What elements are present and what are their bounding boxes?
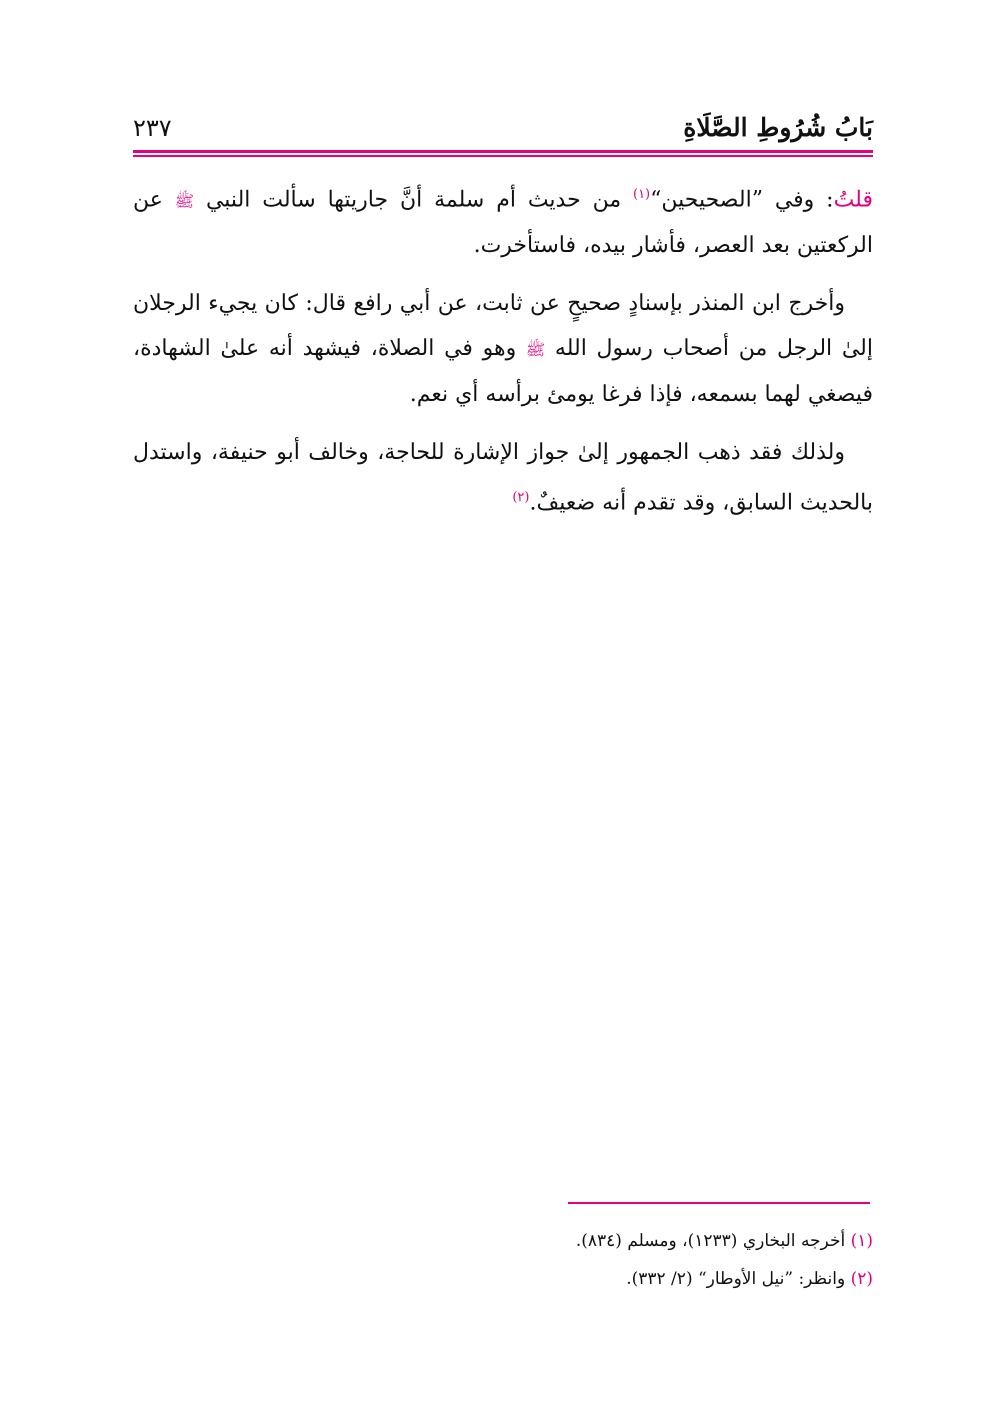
text-span: من حديث أم سلمة أنَّ جاريتها سألت النبي bbox=[194, 187, 633, 213]
text-span: وهو في الصلاة، فيشهد أنه علىٰ الشهادة، فيصغي لهما بسمعه، فإذا فرغا يومئ برأسه أي نعم. bbox=[133, 336, 873, 408]
page-number: ٢٣٧ bbox=[133, 114, 172, 142]
header-rule bbox=[133, 150, 873, 153]
footnote-number: (٢) bbox=[850, 1269, 873, 1289]
footnote-ref-1: (١) bbox=[632, 187, 651, 202]
footnotes bbox=[133, 1222, 873, 1298]
paragraph-2 bbox=[133, 281, 873, 417]
main-text bbox=[133, 172, 873, 539]
text-span: وأخرج ابن المنذر بإسنادٍ صحيحٍ عن ثابت، عن أبي رافع قال: كان يجيء الرجلان إلىٰ الرجل من أصحاب رسول الله bbox=[133, 291, 873, 362]
paragraph-3 bbox=[133, 430, 873, 525]
footnote-1 bbox=[133, 1222, 873, 1260]
footnote-text: أخرجه البخاري (١٢٣٣)، ومسلم (٨٣٤). bbox=[575, 1231, 851, 1251]
footnote-2 bbox=[133, 1260, 873, 1298]
lead-word: قلتُ bbox=[833, 187, 873, 213]
salutation-glyph: ﷺ bbox=[174, 191, 195, 211]
footnote-separator bbox=[568, 1202, 870, 1204]
text-span: ولذلك فقد ذهب الجمهور إلىٰ جواز الإشارة للحاجة، وخالف أبو حنيفة، واستدل بالحديث السابق، وقد تقدم أنه ضعيفٌ. bbox=[133, 440, 873, 516]
text-span: : وفي ”الصحيحين“ bbox=[650, 187, 834, 213]
footnote-ref-2: (٢) bbox=[512, 490, 530, 506]
salutation-glyph: ﷺ bbox=[525, 340, 546, 360]
paragraph-1 bbox=[133, 172, 873, 268]
text-span: عن الركعتين بعد العصر، فأشار بيده، فاستأخرت. bbox=[133, 187, 873, 259]
chapter-title: بَابُ شُرُوطِ الصَّلَاةِ bbox=[683, 113, 873, 142]
footnote-text: وانظر: ”نيل الأوطار“ (٢/ ٣٣٢). bbox=[626, 1269, 851, 1289]
header-rule-thin bbox=[133, 155, 873, 157]
footnote-number: (١) bbox=[850, 1231, 873, 1251]
page-header bbox=[133, 105, 873, 149]
